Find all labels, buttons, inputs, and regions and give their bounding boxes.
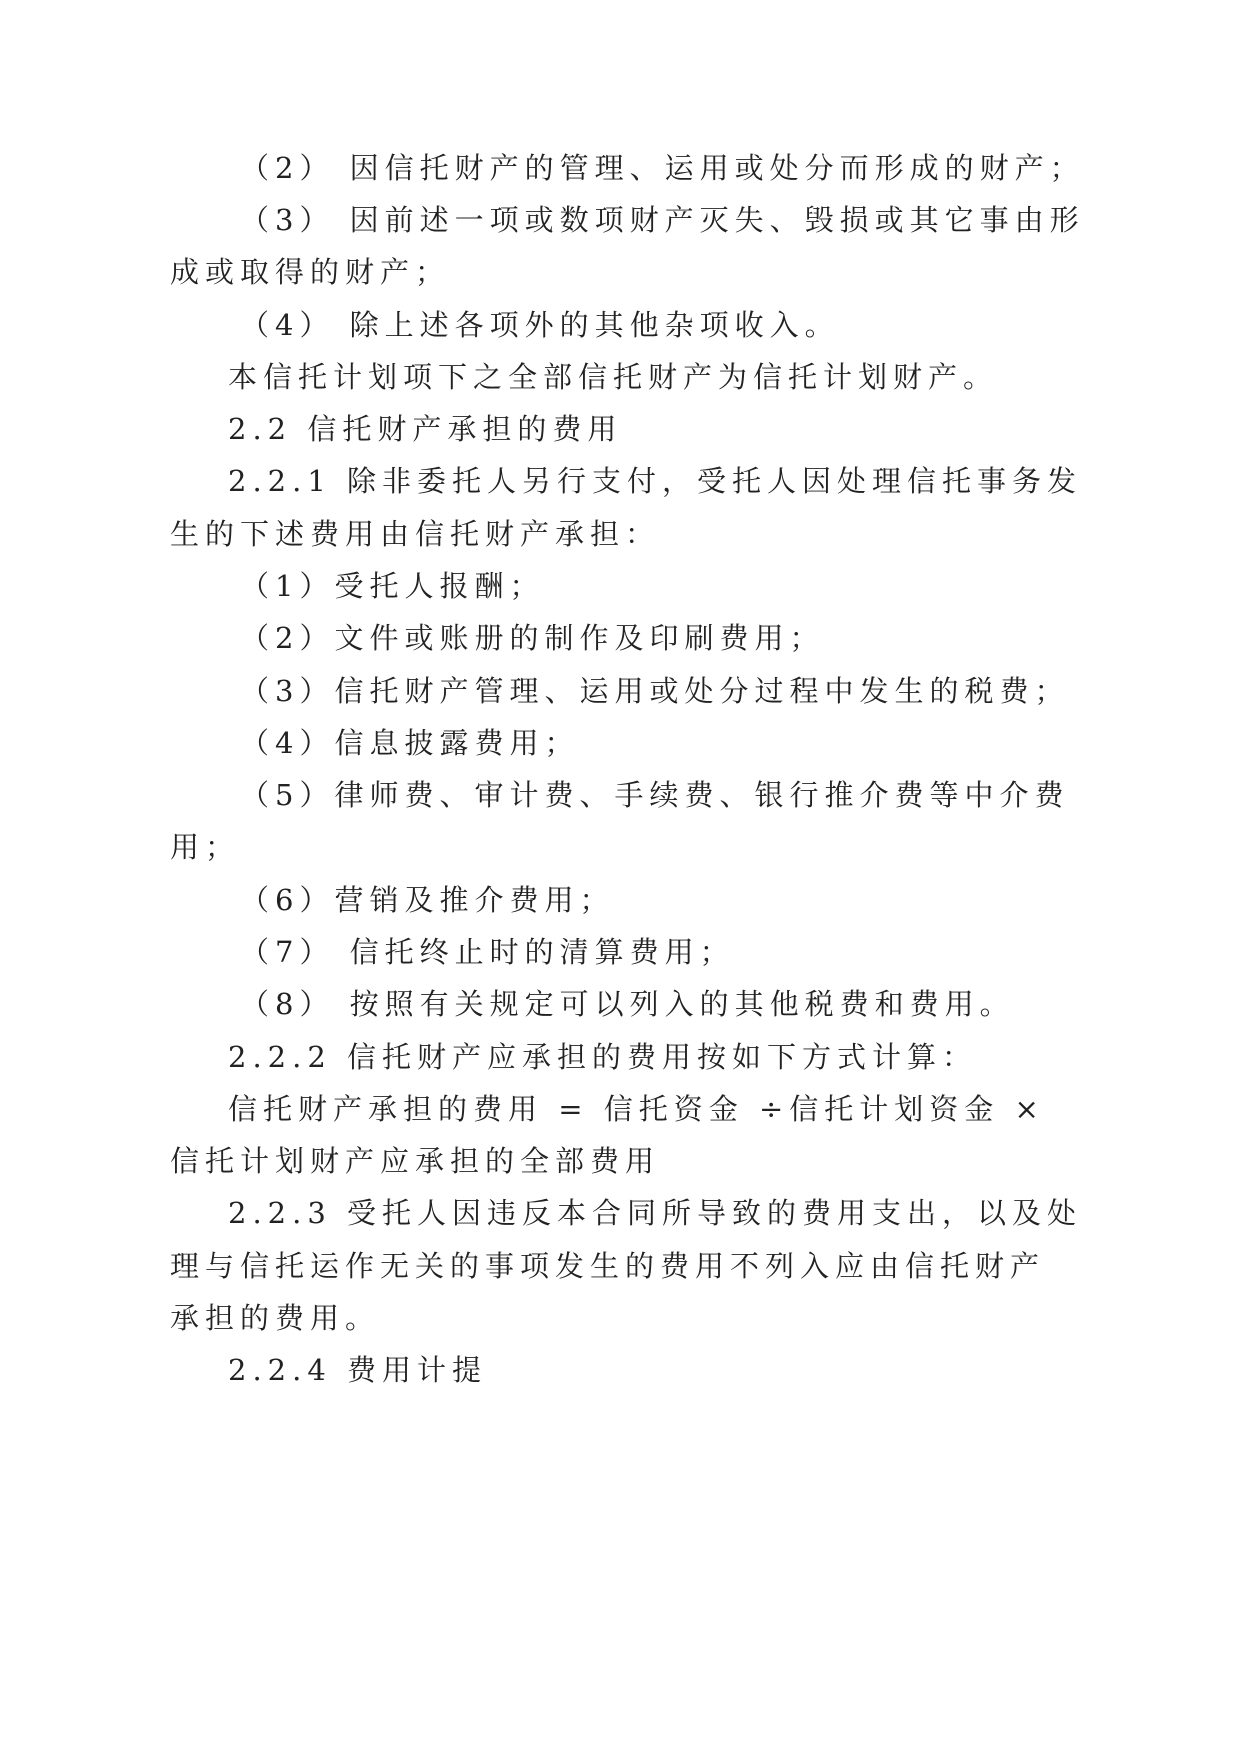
list-item-fee-3: （3）信托财产管理、运用或处分过程中发生的税费； [240,674,1070,708]
list-item-fee-5: （5）律师费、审计费、手续费、银行推介费等中介费 [240,778,1070,812]
text-line-2-2-2: 2.2.2 信托财产应承担的费用按如下方式计算： [228,1040,978,1074]
text-line-item-3-continued: 成或取得的财产； [170,255,451,289]
text-line-item-3: （3） 因前述一项或数项财产灭失、毁损或其它事由形 [240,203,1085,237]
list-item-fee-7: （7） 信托终止时的清算费用； [240,935,735,969]
list-item-fee-8: （8） 按照有关规定可以列入的其他税费和费用。 [240,987,1015,1021]
text-line-2-2-1: 2.2.1 除非委托人另行支付，受托人因处理信托事务发 [228,464,1083,498]
list-item-fee-5-continued: 用； [170,830,241,864]
formula-line: 信托财产承担的费用 = 信托资金 ÷信托计划资金 × [228,1092,1045,1126]
list-item-fee-2: （2）文件或账册的制作及印刷费用； [240,621,825,655]
section-heading-2-2: 2.2 信托财产承担的费用 [228,412,623,446]
text-line-item-2: （2） 因信托财产的管理、运用或处分而形成的财产； [240,151,1085,185]
list-item-fee-6: （6）营销及推介费用； [240,883,615,917]
text-line-item-4: （4） 除上述各项外的其他杂项收入。 [240,308,840,342]
text-line-2-2-3-end: 承担的费用。 [170,1301,381,1335]
formula-line-continued: 信托计划财产应承担的全部费用 [170,1144,661,1178]
list-item-fee-1: （1）受托人报酬； [240,569,545,603]
text-line-2-2-3: 2.2.3 受托人因违反本合同所导致的费用支出，以及处 [228,1196,1083,1230]
section-heading-2-2-4: 2.2.4 费用计提 [228,1353,488,1387]
text-line-2-2-1-continued: 生的下述费用由信托财产承担： [170,517,661,551]
text-line-2-2-3-continued: 理与信托运作无关的事项发生的费用不列入应由信托财产 [170,1249,1046,1283]
list-item-fee-4: （4）信息披露费用； [240,726,580,760]
text-line-trust-plan-property: 本信托计划项下之全部信托财产为信托计划财产。 [228,360,999,394]
